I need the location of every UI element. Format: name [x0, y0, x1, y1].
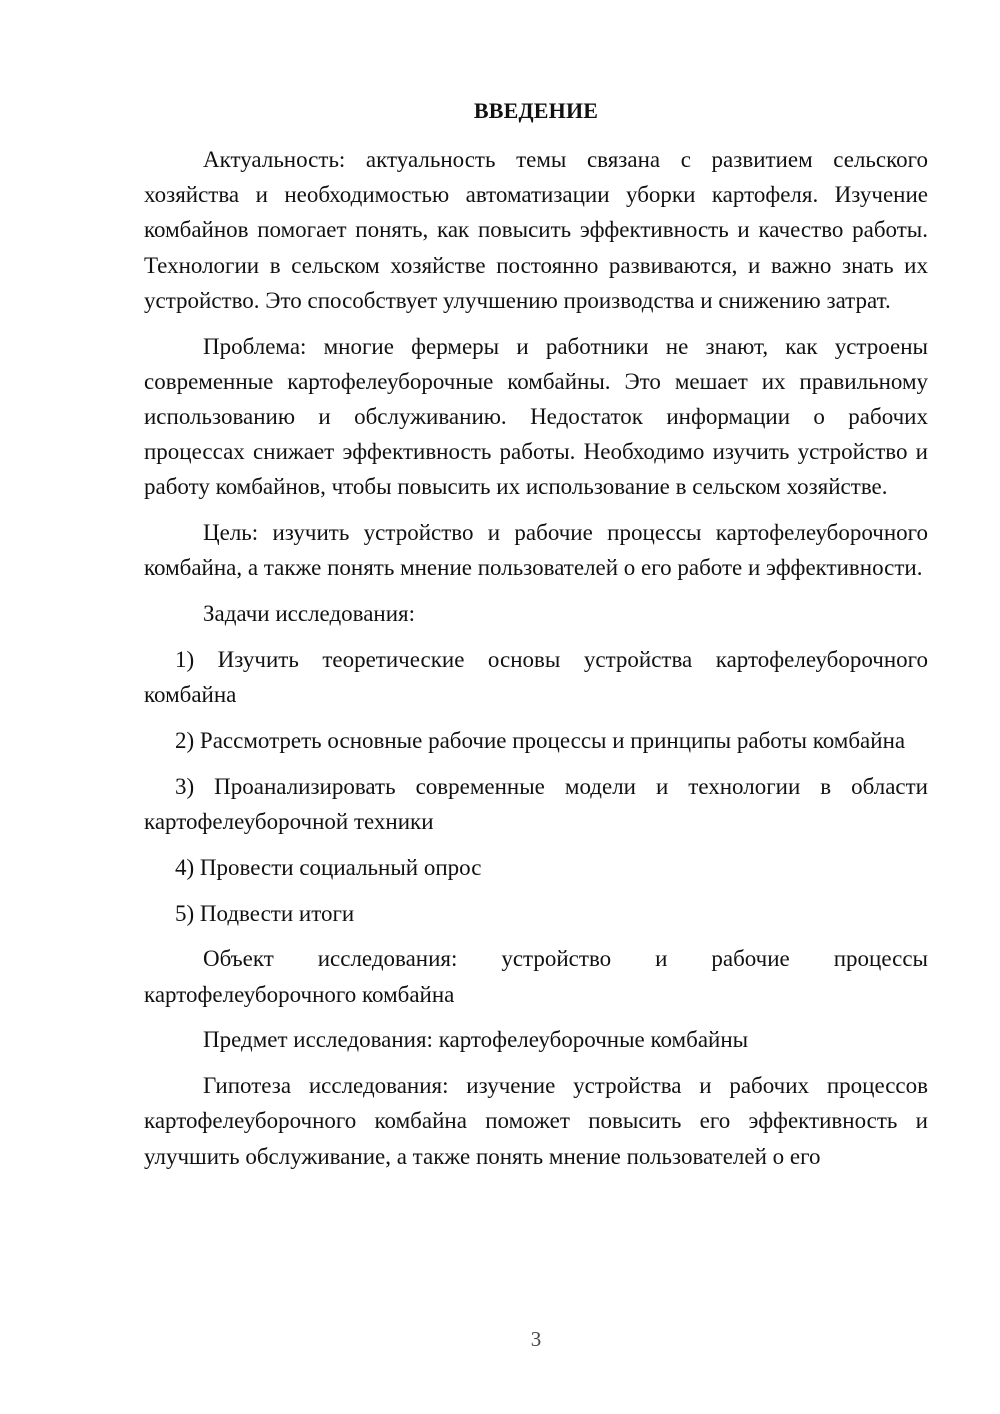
paragraph-relevance: Актуальность: актуальность темы связана с развитием сельского хозяйства и необходимостью автоматизации уборки картофеля. Изучение комбайнов помогает понять, как повысить эффективность и качество работы. Технологии в сельском хозяйстве постоянно развиваются, и важно знать их устройство. Это способствует улучшению производства и снижению затрат.: [144, 147, 928, 313]
paragraph-hypothesis: Гипотеза исследования: изучение устройства и рабочих процессов картофелеуборочного комбайна поможет повысить его эффективность и улучшить обслуживание, а также понять мнение пользователей о его: [144, 1073, 928, 1169]
paragraph-tasks-heading: Задачи исследования:: [203, 601, 416, 627]
page-title: ВВЕДЕНИЕ: [473, 98, 599, 123]
list-item-task-2: 2) Рассмотреть основные рабочие процессы и принципы работы комбайна: [175, 728, 906, 754]
list-item-task-1: 1) Изучить теоретические основы устройства картофелеуборочного комбайна: [144, 647, 928, 708]
paragraph-goal: Цель: изучить устройство и рабочие процессы картофелеуборочного комбайна, а также понять мнение пользователей о его работе и эффективности.: [144, 520, 928, 581]
document-body: [144, 142, 928, 1184]
paragraph-problem: Проблема: многие фермеры и работники не знают, как устроены современные картофелеуборочные комбайны. Это мешает их правильному использованию и обслуживанию. Недостаток информации о рабочих процессах снижает эффективность работы. Необходимо изучить устройство и работу комбайнов, чтобы повысить их использование в сельском хозяйстве.: [144, 333, 928, 500]
list-item-task-3: 3) Проанализировать современные модели и технологии в области картофелеуборочной техники: [144, 773, 928, 835]
list-item-task-5: 5) Подвести итоги: [175, 900, 355, 926]
list-item-task-4: 4) Провести социальный опрос: [175, 854, 482, 880]
page-number: 3: [530, 1327, 542, 1351]
paragraph-subject: Предмет исследования: картофелеуборочные комбайны: [203, 1027, 749, 1053]
paragraph-object: Объект исследования: устройство и рабочие процессы картофелеуборочного комбайна: [144, 946, 928, 1007]
